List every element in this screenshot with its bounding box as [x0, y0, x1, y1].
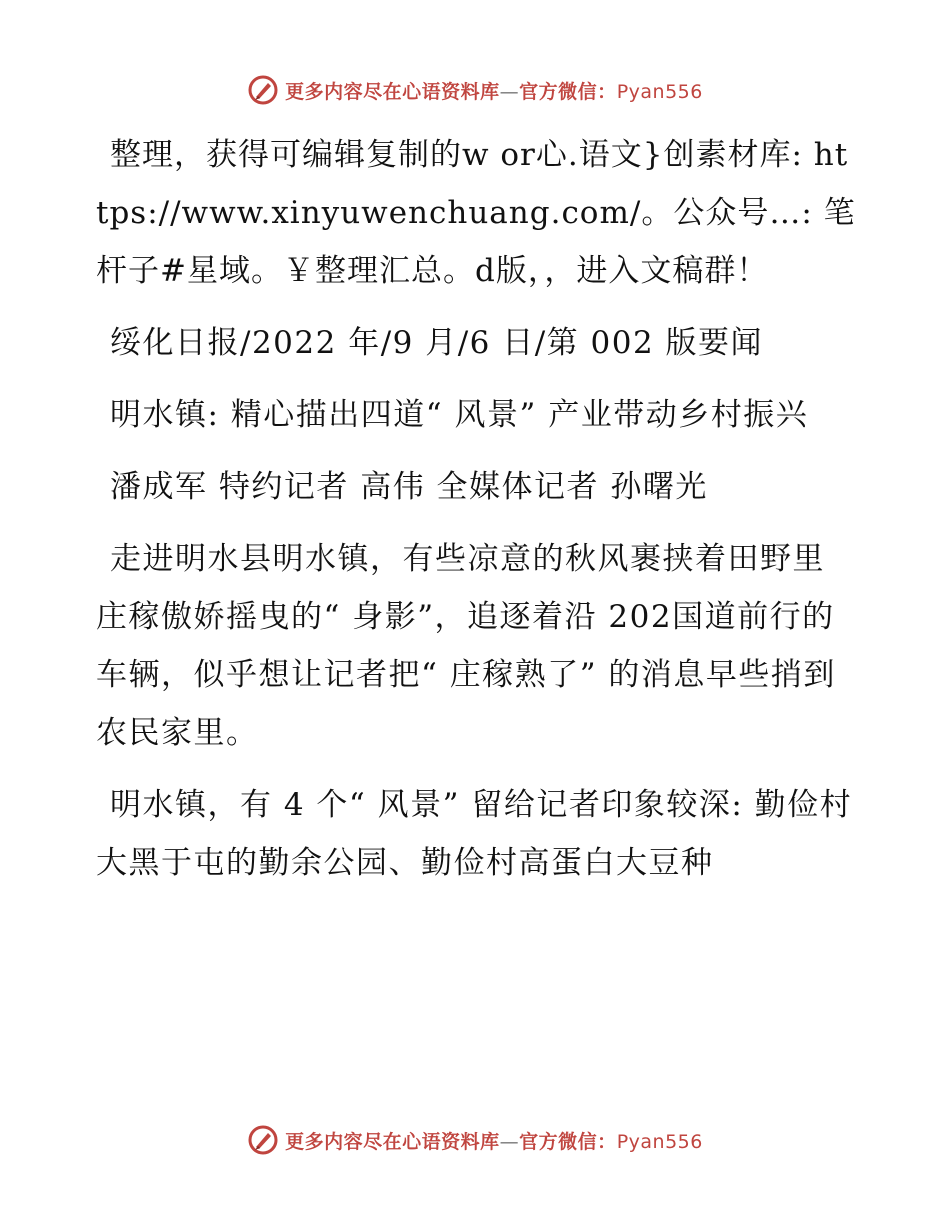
article-body	[96, 126, 856, 906]
pen-brush-logo-icon	[247, 74, 279, 106]
article-headline: 明水镇: 精心描出四道“ 风景” 产业带动乡村振兴	[110, 397, 809, 433]
footer-watermark	[0, 1122, 950, 1158]
watermark-text: 更多内容尽在心语资料库—官方微信：Pyan556	[285, 80, 703, 103]
watermark-text: 更多内容尽在心语资料库—官方微信：Pyan556	[285, 1130, 703, 1153]
byline: 潘成军 特约记者 高伟 全媒体记者 孙曙光	[110, 469, 708, 505]
body-paragraph: 明水镇，有 4 个“ 风景” 留给记者印象较深: 勤俭村大黑于屯的勤余公园、勤俭村高蛋白大豆种	[96, 787, 853, 881]
source-line: 绥化日报/2022 年/9 月/6 日/第 002 版要闻	[110, 325, 764, 361]
intro-paragraph: 整理，获得可编辑复制的w or心.语文}创素材库: https://www.xinyuwenchuang.com/。公众号…: 笔杆子#星域。￥整理汇总。d版，，进入文稿群！	[96, 137, 856, 289]
body-paragraph: 走进明水县明水镇，有些凉意的秋风裹挟着田野里庄稼傲娇摇曳的“ 身影”，追逐着沿 202国道前行的车辆，似乎想让记者把“ 庄稼熟了” 的消息早些捎到农民家里。	[96, 541, 836, 751]
header-watermark	[0, 72, 950, 108]
pen-brush-logo-icon	[247, 1124, 279, 1156]
